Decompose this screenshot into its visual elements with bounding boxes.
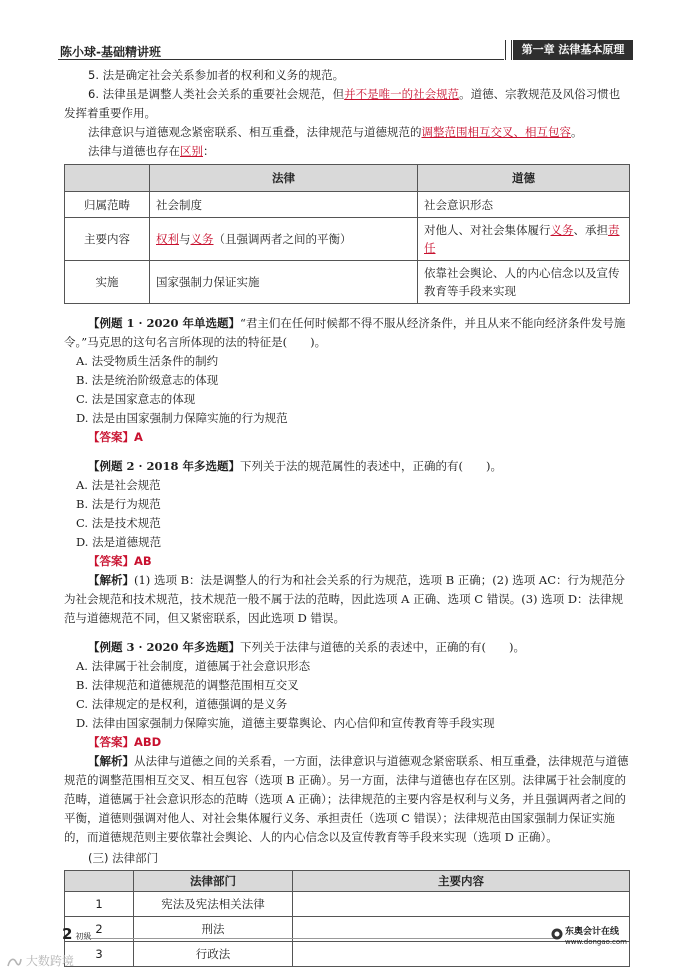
table-header-row [65,871,630,892]
table-row [65,218,630,261]
highlight-difference: 区别 [180,144,203,158]
option-b: B. 法是行为规范 [76,497,161,511]
option-c: C. 法是技术规范 [76,516,161,530]
row-number: 3 [65,942,134,967]
example-3-answer: 【答案】ABD [88,735,162,749]
law-cell: 权利与义务（且强调两者之间的平衡） [150,218,418,261]
law-morality-table [64,164,630,304]
example-3 [64,638,630,847]
highlight-scope-overlap: 调整范围相互交叉、相互包容 [421,125,571,139]
table-header-row [65,165,630,192]
department-name: 宪法及宪法相关法律 [134,892,293,917]
department-name: 行政法 [134,942,293,967]
highlight-not-only-norm: 并不是唯一的社会规范 [344,87,460,101]
option-a: A. 法是社会规范 [76,478,161,492]
table-header-blank [65,165,150,192]
header-chapter-title: 第一章 法律基本原理 [513,40,633,60]
table-row [65,892,630,917]
option-a: A. 法受物质生活条件的制约 [76,354,219,368]
watermark-icon [6,956,22,968]
example-2-stem: 【例题 2 · 2018 年多选题】下列关于法的规范属性的表述中，正确的有( )。 [88,459,503,473]
watermark: 大数跨境 [6,952,74,969]
table-row [65,261,630,304]
table-header-department: 法律部门 [134,871,293,892]
example-2 [64,457,630,628]
header-book-title: 陈小球-基础精讲班 [60,45,161,59]
table-header-morality: 道德 [418,165,630,192]
example-2-analysis: 【解析】(1) 选项 B：法是调整人的行为和社会关系的行为规范，选项 B 正确；(2) 选项 AC：行为规范分为社会规范和技术规范，技术规范一般不属于法的范畴，因此选项 A 正确、选项 C 错误。(3) 选项 D：法律规范与道德规范不同，但又紧密联系，因此选项 D 错误。 [64,573,626,625]
footer-rule [90,938,556,939]
table-header-law: 法律 [150,165,418,192]
morality-cell: 社会意识形态 [418,192,630,218]
intro-relation: 法律意识与道德观念紧密联系、相互重叠，法律规范与道德规范的调整范围相互交叉、相互包容。 [88,125,583,139]
law-cell: 社会制度 [150,192,418,218]
option-a: A. 法律属于社会制度，道德属于社会意识形态 [76,659,311,673]
option-b: B. 法律规范和道德规范的调整范围相互交叉 [76,678,299,692]
option-c: C. 法律规定的是权利，道德强调的是义务 [76,697,288,711]
table-row [65,192,630,218]
morality-cell: 对他人、对社会集体履行义务、承担责任 [418,218,630,261]
example-1-stem: 【例题 1 · 2020 年单选题】“君主们在任何时候都不得不服从经济条件，并且从来不能向经济条件发号施令。”马克思的这句名言所体现的法的特征是( )。 [64,316,626,349]
morality-cell: 依靠社会舆论、人的内心信念以及宣传教育等手段来实现 [418,261,630,304]
page-number: 2 初級 [62,925,92,943]
row-number: 2 [65,917,134,942]
section-3-title: (三) 法律部门 [88,851,159,865]
row-label: 主要内容 [65,218,150,261]
option-d: D. 法是道德规范 [76,535,162,549]
option-d: D. 法是由国家强制力保障实施的行为规范 [76,411,288,425]
brand-logo-icon [551,928,563,940]
example-2-answer: 【答案】AB [88,554,152,568]
department-content [293,892,630,917]
example-1 [64,314,630,447]
intro-difference: 法律与道德也存在区别： [88,144,215,158]
table-row [65,942,630,967]
row-label: 归属范畴 [65,192,150,218]
law-departments-table [64,870,630,967]
page-content [64,66,630,967]
law-cell: 国家强制力保证实施 [150,261,418,304]
header-rule [58,59,504,60]
brand-name: 东奥会计在线 www.dongao.com [565,927,627,946]
option-b: B. 法是统治阶级意志的体现 [76,373,219,387]
option-c: C. 法是国家意志的体现 [76,392,196,406]
department-name: 刑法 [134,917,293,942]
intro-point-5: 5. 法是确定社会关系参加者的权利和义务的规范。 [88,68,345,82]
example-1-answer: 【答案】A [88,430,143,444]
option-d: D. 法律由国家强制力保障实施，道德主要靠舆论、内心信仰和宣传教育等手段实现 [76,716,495,730]
table-header-blank [65,871,134,892]
intro-point-6: 6. 法律虽是调整人类社会关系的重要社会规范，但并不是唯一的社会规范。道德、宗教规范及风俗习惯也发挥着重要作用。 [64,87,621,120]
table-header-content: 主要内容 [293,871,630,892]
row-label: 实施 [65,261,150,304]
example-3-analysis: 【解析】从法律与道德之间的关系看，一方面，法律意识与道德观念紧密联系、相互重叠，法律规范与道德规范的调整范围相互交叉、相互包容（选项 B 正确）。另一方面，法律与道德也存在区别。法律属于社会制度的范畴，道德属于社会意识形态的范畴（选项 A 正确）；法律规范的主要内容是权利与义务，并且强调两者之间的平衡，道德则强调对他人、对社会集体履行义务、承担责任（选项 C 错误）；法律规范由国家强制力保证实施的，而道德规范则主要依靠社会舆论、人的内心信念以及宣传教育等手段来实现（选项 D 正确）。 [64,754,629,844]
header-divider-bars [505,40,512,60]
row-number: 1 [65,892,134,917]
example-3-stem: 【例题 3 · 2020 年多选题】下列关于法律与道德的关系的表述中，正确的有( )。 [88,640,526,654]
